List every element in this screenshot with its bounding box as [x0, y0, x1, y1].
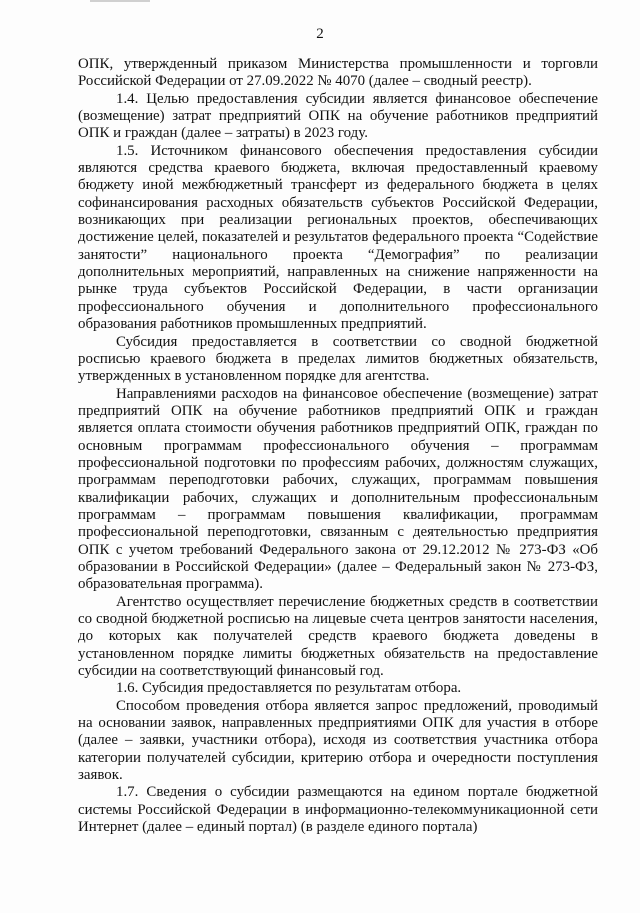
paragraph-expense-directions: Направлениями расходов на финансовое обеспечение (возмещение) затрат предприятий ОПК на обучение работников предприятий ОПК и граждан является оплата стоимости обучения работников предприятий ОПК, граждан по основным программам профессионального обучения – программам профессиональной подготовки по профессиям рабочих, должностям служащих, программам переподготовки рабочих, служащих, программам повышения квалификации рабочих, служащих и дополнительным профессиональным программам – программам повышения квалификации, программам профессиональной переподготовки, связанным с деятельностью предприятия ОПК с учетом требований Федерального закона от 29.12.2012 № 273-ФЗ «Об образовании в Российской Федерации» (далее – Федеральный закон № 273-ФЗ, образовательная программа). — [78, 385, 598, 593]
paragraph-subsidy-budget: Субсидия предоставляется в соответствии со сводной бюджетной росписью краевого бюджета в пределах лимитов бюджетных обязательств, утвержденных в установленном порядке для агентства. — [78, 333, 598, 385]
paragraph-1-6: 1.6. Субсидия предоставляется по результатам отбора. — [116, 680, 462, 697]
paragraph-1-5: 1.5. Источником финансового обеспечения предоставления субсидии являются средства краевого бюджета, включая предоставленный краевому бюджету иной межбюджетный трансферт из федерального бюджета в целях софинансирования расходных обязательств субъектов Российской Федерации, возникающих при реализации региональных проектов, обеспечивающих достижение целей, показателей и результатов федерального проекта “Содействие занятости” национального проекта “Демография” по реализации дополнительных мероприятий, направленных на снижение напряженности на рынке труда субъектов Российской Федерации, в части организации профессионального обучения и дополнительного профессионального образования работников промышленных предприятий. — [78, 142, 598, 333]
page-number: 2 — [316, 26, 324, 42]
paragraph-selection-method: Способом проведения отбора является запрос предложений, проводимый на основании заявок, направленных предприятиями ОПК для участия в отборе (далее – заявки, участники отбора), исходя из соответствия участника отбора категории получателей субсидии, критерию отбора и очередности поступления заявок. — [78, 697, 598, 784]
paragraph-1-7: 1.7. Сведения о субсидии размещаются на едином портале бюджетной системы Российской Федерации в информационно-телекоммуникационной сети Интернет (далее – единый портал) (в разделе единого портала) — [78, 784, 598, 836]
document-body — [78, 56, 598, 836]
paragraph-1-4: 1.4. Целью предоставления субсидии является финансовое обеспечение (возмещение) затрат предприятий ОПК на обучение работников предприятий ОПК и граждан (далее – затраты) в 2023 году. — [78, 90, 598, 142]
paragraph-continuation: ОПК, утвержденный приказом Министерства промышленности и торговли Российской Федерации от 27.09.2022 № 4070 (далее – сводный реестр). — [78, 56, 598, 90]
scan-artifact — [90, 0, 150, 2]
paragraph-agency-transfer: Агентство осуществляет перечисление бюджетных средств в соответствии со сводной бюджетной росписью на лицевые счета центров занятости населения, до которых как получателей средств краевого бюджета доведены в установленном порядке лимиты бюджетных обязательств на предоставление субсидии на соответствующий финансовый год. — [78, 593, 598, 680]
